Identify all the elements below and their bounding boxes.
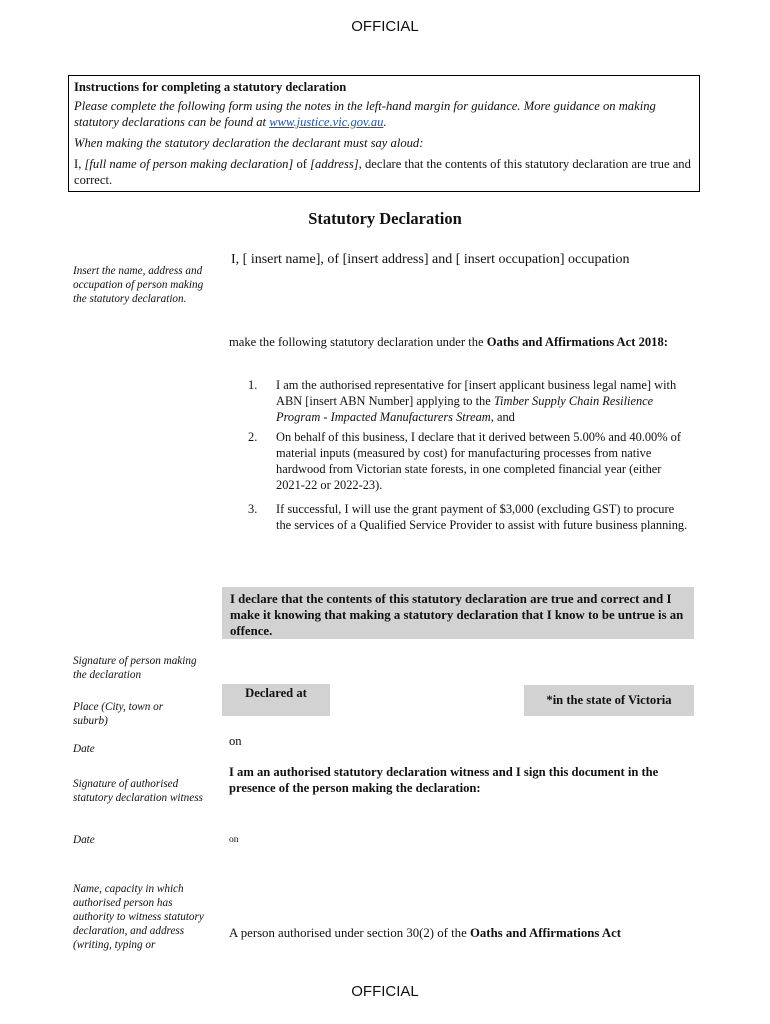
list-item-text: If successful, I will use the grant payment of $3,000 (excluding GST) to procure the services of a Qualified Service Provider to assist with future business planning.: [276, 502, 688, 532]
margin-note-date: Date: [73, 743, 95, 755]
declaration-of: of: [293, 157, 311, 171]
instructions-title: Instructions for completing a statutory declaration: [74, 80, 347, 94]
declaration-statement-box: I declare that the contents of this statutory declaration are true and correct and I make it knowing that making a statutory declaration that I know to be untrue is an offence.: [222, 587, 694, 639]
declaration-rest: , declare that the contents of this statutory declaration are true and correct.: [74, 157, 691, 187]
make-declaration-prefix: make the following statutory declaration under the: [229, 335, 487, 349]
list-item-text: On behalf of this business, I declare that it derived between 5.00% and 40.00% of material inputs (measured by cost) for manufacturing processes from native hardwood from Victorian state forests, in one completed financial year (either 2021-22 or 2022-23).: [276, 430, 681, 492]
declaration-list: [248, 377, 688, 557]
margin-note-witness-name: Name, capacity in which authorised person has authority to witness statutory declaration, and address (writing, typing or: [73, 883, 204, 951]
header-classification: OFFICIAL: [351, 18, 419, 35]
margin-note-signature: Signature of person making the declaration: [73, 655, 197, 681]
list-item-1-pre: I am the authorised representative for [insert applicant business legal name] with ABN [insert ABN Number] applying to the: [276, 378, 677, 408]
instructions-box: [68, 75, 700, 192]
footer-classification: OFFICIAL: [351, 983, 419, 1000]
list-item-number: 3.: [248, 502, 258, 516]
authorised-person-text: [229, 926, 621, 941]
program-name: Timber Supply Chain Resilience Program - Impacted Manufacturers Stream: [276, 394, 654, 424]
margin-note-name: Insert the name, address and occupation of person making the statutory declaration.: [73, 265, 204, 305]
justice-website-link[interactable]: www.justice.vic.gov.au: [269, 115, 384, 129]
instructions-paragraph-guidance: [74, 98, 694, 130]
page-title: Statutory Declaration: [308, 209, 462, 228]
declaration-name-placeholder: [full name of person making declaration]: [84, 157, 294, 171]
authorised-person-prefix: A person authorised under section 30(2) of the: [229, 926, 470, 940]
margin-note-witness-signature: Signature of authorised statutory declaration witness: [73, 778, 203, 804]
declaration-address-placeholder: [address]: [310, 157, 359, 171]
declarant-intro-line[interactable]: I, [ insert name], of [insert address] and [ insert occupation] occupation: [231, 252, 630, 267]
instructions-paragraph-declaration: [74, 156, 694, 188]
margin-note-witness-date: Date: [73, 834, 95, 846]
state-victoria-label: *in the state of Victoria: [524, 685, 694, 716]
list-item-number: 2.: [248, 430, 258, 444]
authorised-act-name: Oaths and Affirmations Act: [469, 926, 622, 940]
margin-note-place: Place (City, town or suburb): [73, 701, 164, 727]
witness-date-on[interactable]: on: [229, 835, 239, 845]
instructions-paragraph-aloud: When making the statutory declaration the declarant must say aloud:: [74, 136, 424, 150]
declaration-i: I,: [74, 157, 85, 171]
declaration-date-on[interactable]: on: [229, 734, 242, 748]
declared-at-label: Declared at: [222, 684, 330, 716]
make-declaration-text: [229, 334, 679, 350]
list-item-number: 1.: [248, 378, 258, 392]
instructions-guidance-text: Please complete the following form using the notes in the left-hand margin for guidance. More guidance on making statutory declarations can be found at: [74, 99, 656, 129]
instructions-guidance-end: .: [383, 115, 387, 129]
list-item-1-post: , and: [490, 410, 515, 424]
witness-statement: I am an authorised statutory declaration witness and I sign this document in the presence of the person making the declaration:: [229, 765, 659, 795]
act-name: Oaths and Affirmations Act 2018:: [486, 335, 668, 349]
list-item-text: [276, 377, 688, 425]
